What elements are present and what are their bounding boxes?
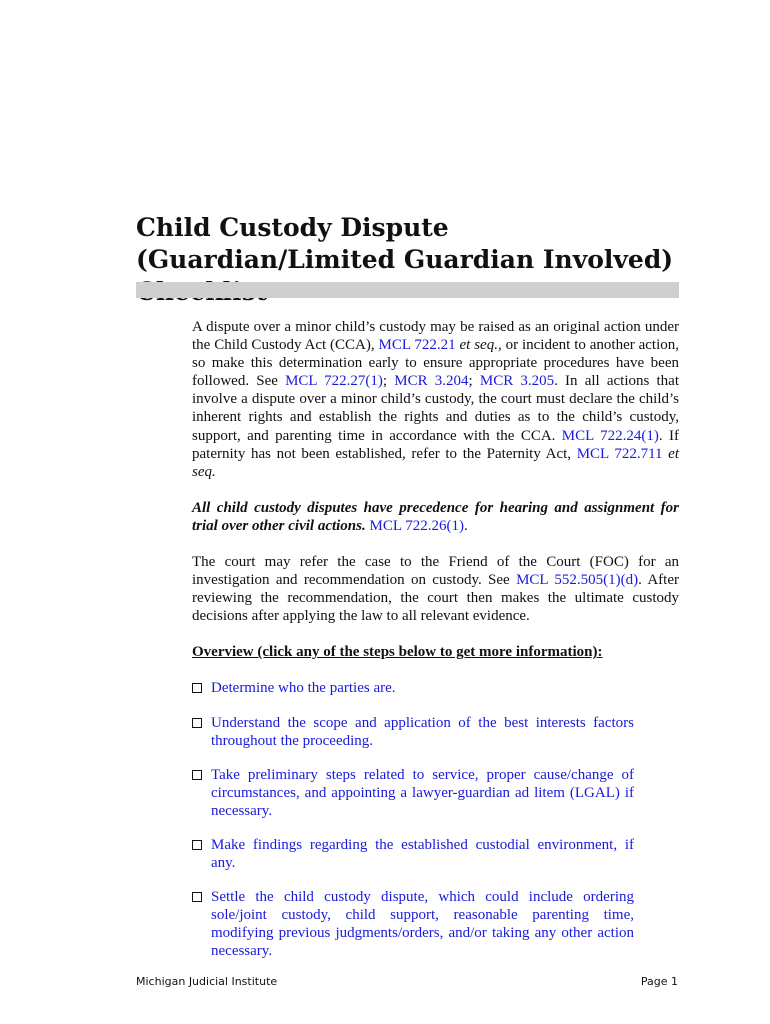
footer-page-number: Page 1	[640, 975, 678, 988]
step-custodial-environment[interactable]	[192, 836, 634, 872]
body-text: ;	[382, 373, 395, 390]
citation-link[interactable]: MCL 722.24(1)	[561, 427, 659, 444]
checkbox-icon[interactable]	[192, 770, 202, 780]
body-text: . In all actions that involve a dispute over a minor child’s custody, the court must declare the child’s inherent rights and establish the rights and duties as to the child’s custody, support, and parenting time in accordance with the CCA.	[192, 373, 680, 444]
checkbox-icon[interactable]	[192, 892, 202, 902]
step-settle-dispute[interactable]	[192, 888, 634, 960]
body-text: ;	[468, 373, 480, 390]
citation-link[interactable]: MCL 722.27(1)	[285, 373, 383, 390]
citation-link[interactable]: MCL 722.26(1)	[369, 517, 464, 534]
body-text: The court may refer the case to the Friend of the Court (FOC) for an investigation and recommendation on custody. See	[192, 554, 679, 589]
document-body	[192, 318, 679, 961]
italic-text: et seq.	[192, 445, 679, 480]
body-text: A dispute over a minor child’s custody may be raised as an original action under the Child Custody Act (CCA),	[192, 319, 679, 354]
citation-link[interactable]: MCL 722.711	[576, 445, 663, 462]
checkbox-icon[interactable]	[192, 718, 202, 728]
overview-steps-list	[192, 679, 634, 960]
step-link[interactable]: Understand the scope and application of the best interests factors throughout the proceeding.	[211, 714, 634, 749]
citation-link[interactable]: MCR 3.205	[479, 373, 555, 390]
intro-paragraph	[192, 318, 679, 481]
checkbox-icon[interactable]	[192, 683, 202, 693]
precedence-paragraph	[192, 499, 679, 535]
citation-link[interactable]: MCL 552.505(1)(d)	[516, 572, 639, 589]
emphasis-text: All child custody disputes have precedence for hearing and assignment for trial over other civil actions.	[192, 499, 679, 534]
step-best-interests[interactable]	[192, 714, 634, 750]
step-parties[interactable]	[192, 679, 634, 697]
footer-publisher: Michigan Judicial Institute	[136, 975, 278, 988]
citation-link[interactable]: MCL 722.21	[378, 337, 456, 354]
body-text: . After reviewing the recommendation, the court then makes the ultimate custody decisions after applying the law to all relevant evidence.	[192, 572, 679, 625]
step-link[interactable]: Determine who the parties are.	[211, 680, 396, 697]
step-link[interactable]: Take preliminary steps related to service, proper cause/change of circumstances, and appointing a lawyer-guardian ad litem (LGAL) if necessary.	[211, 766, 634, 819]
body-text: . If paternity has not been established, refer to the Paternity Act,	[192, 427, 679, 462]
checkbox-icon[interactable]	[192, 840, 202, 850]
step-link[interactable]: Settle the child custody dispute, which could include ordering sole/joint custody, child support, reasonable parenting time, modifying previous judgments/orders, and/or taking any other action necessary.	[211, 889, 634, 960]
body-text: , or incident to another action, so make this determination early to ensure appropriate procedures have been followed. See	[192, 337, 680, 390]
document-title: Child Custody Dispute (Guardian/Limited Guardian Involved)	[136, 213, 674, 274]
overview-heading: Overview (click any of the steps below to get more information):	[192, 644, 603, 661]
step-preliminary[interactable]	[192, 766, 634, 820]
step-link[interactable]: Make findings regarding the established custodial environment, if any.	[211, 836, 634, 872]
body-text: .	[463, 517, 468, 534]
title-divider	[136, 282, 679, 298]
citation-link[interactable]: MCR 3.204	[394, 373, 469, 390]
foc-paragraph	[192, 553, 679, 625]
italic-text: et seq.	[455, 337, 498, 354]
